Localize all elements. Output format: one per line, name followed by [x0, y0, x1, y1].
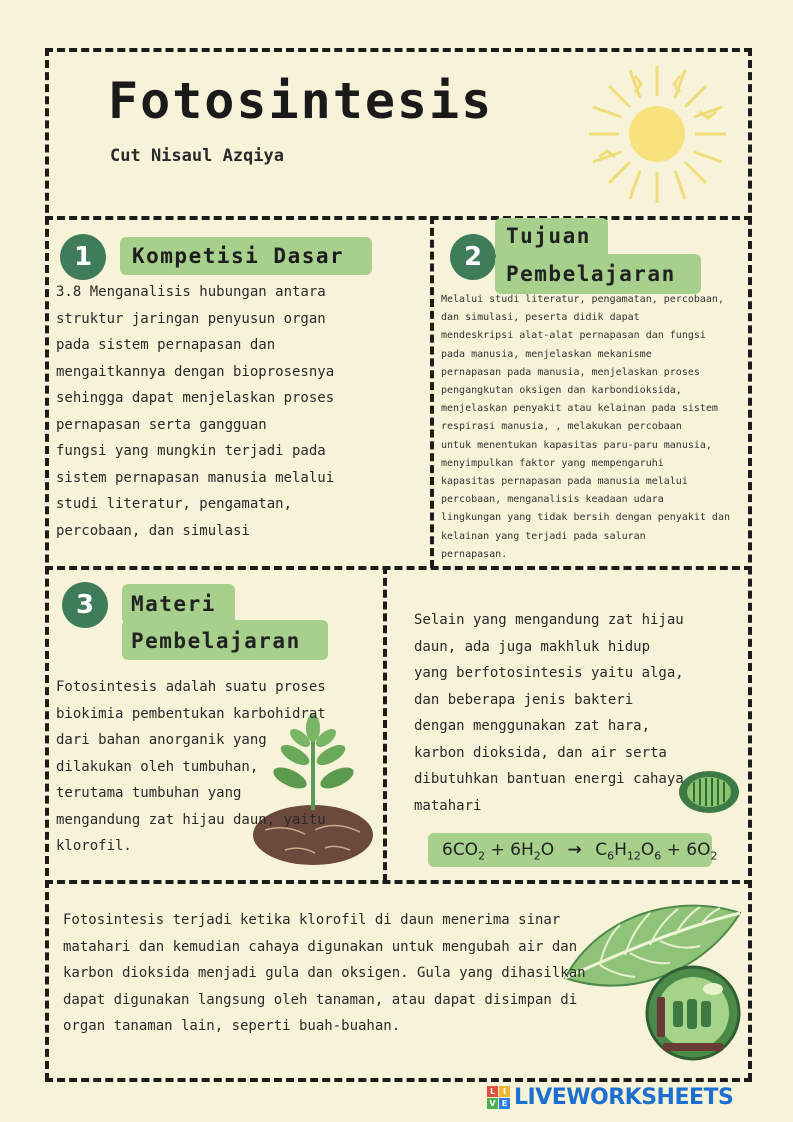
section-3-title-line-1: Materi: [131, 592, 216, 616]
logo-grid-icon: [487, 1086, 510, 1109]
logo-letter: E: [499, 1098, 510, 1109]
logo-text: LIVEWORKSHEETS: [514, 1084, 734, 1110]
logo-letter: I: [499, 1086, 510, 1097]
text-line: percobaan, menganalisis keadaan udara: [441, 494, 664, 506]
leaf-cell-icon: [678, 770, 740, 814]
text-line: pengangkutan oksigen dan karbondioksida,: [441, 385, 682, 397]
divider-2: [45, 566, 752, 570]
text-line: organ tanaman lain, seperti buah-buahan.: [63, 1018, 401, 1034]
text-line: sehingga dapat menjelaskan proses: [56, 390, 335, 406]
text-line: karbon dioksida menjadi gula dan oksigen. Gula yang dihasilkan: [63, 965, 586, 981]
equation-arrow: →: [567, 840, 582, 860]
text-line: yang berfotosintesis yaitu alga,: [414, 665, 684, 681]
border-left: [45, 48, 49, 1081]
text-line: dilakukan oleh tumbuhan,: [56, 758, 259, 775]
section-2-title-line-1: Tujuan: [506, 224, 591, 248]
text-line: dengan menggunakan zat hara,: [414, 718, 651, 734]
equation-c: C: [595, 840, 608, 860]
equation-subscript: 2: [533, 849, 541, 863]
logo-letter: V: [487, 1098, 498, 1109]
section-2-title-line-2: Pembelajaran: [506, 262, 676, 286]
text-line: Fotosintesis adalah suatu proses: [56, 679, 326, 695]
liveworksheets-logo[interactable]: [487, 1084, 733, 1110]
equation-co2: 6CO: [442, 840, 479, 860]
section-2-number: 2: [450, 234, 496, 280]
text-line: matahari dan kemudian cahaya digunakan untuk mengubah air dan: [63, 938, 578, 955]
divider-col-2: [383, 566, 387, 882]
text-line: daun, ada juga makhluk hidup: [414, 638, 651, 655]
text-line: karbon dioksida, dan air serta: [414, 744, 667, 761]
text-line: mendeskripsi alat-alat pernapasan dan fungsi: [441, 330, 706, 342]
logo-letter: L: [487, 1086, 498, 1097]
text-line: respirasi manusia, , melakukan percobaan: [441, 421, 682, 433]
text-line: matahari: [414, 797, 482, 814]
equation-h2o-o: O: [540, 840, 555, 860]
text-line: dapat digunakan langsung oleh tanaman, atau dapat disimpan di: [63, 991, 578, 1008]
text-line: lingkungan yang tidak bersih dengan penyakit dan: [441, 512, 730, 524]
text-line: pernapasan.: [441, 548, 508, 560]
section-3-title-line-2: Pembelajaran: [131, 629, 301, 653]
divider-3: [45, 880, 752, 884]
text-line: dan simulasi, peserta didik dapat: [441, 312, 640, 324]
section-3-text: [56, 674, 326, 860]
equation-subscript: 2: [478, 849, 486, 863]
text-line: pada manusia, menjelaskan mekanisme: [441, 348, 652, 360]
section-2-text: [441, 291, 730, 564]
equation-subscript: 12: [626, 849, 641, 863]
text-line: Melalui studi literatur, pengamatan, percobaan,: [441, 294, 724, 305]
section-1-title: Kompetisi Dasar: [120, 237, 372, 275]
text-line: fungsi yang mungkin terjadi pada: [56, 443, 326, 459]
equation-h2o: + 6H: [490, 840, 534, 860]
text-line: Selain yang mengandung zat hijau: [414, 612, 684, 628]
text-line: klorofil.: [56, 838, 132, 854]
equation-o: O: [640, 840, 655, 860]
sun-icon: [585, 62, 730, 207]
text-line: dibutuhkan bantuan energi cahaya: [414, 771, 684, 787]
text-line: kelainan yang terjadi pada saluran: [441, 530, 646, 542]
border-bottom: [45, 1078, 752, 1082]
text-line: menyimpulkan faktor yang mempengaruhi: [441, 457, 664, 469]
section-5-text: [63, 907, 586, 1040]
text-line: struktur jaringan penyusun organ: [56, 310, 326, 327]
text-line: pada sistem pernapasan dan: [56, 337, 276, 353]
author-name: Cut Nisaul Azqiya: [110, 146, 284, 166]
section-3-number: 3: [62, 582, 108, 628]
section-1-number: 1: [60, 234, 106, 280]
equation-subscript: 2: [710, 849, 718, 863]
border-top: [45, 48, 752, 52]
equation-o2: + 6O: [666, 840, 711, 860]
divider-1: [45, 216, 752, 220]
section-1-text: [56, 279, 334, 544]
text-line: menjelaskan penyakit atau kelainan pada sistem: [441, 403, 718, 415]
text-line: sistem pernapasan manusia melalui: [56, 469, 335, 486]
equation-h: H: [614, 840, 627, 860]
text-line: pernapasan pada manusia, menjelaskan proses: [441, 366, 700, 378]
text-line: mengaitkannya dengan bioprosesnya: [56, 363, 335, 380]
section-4-text: [414, 607, 684, 819]
divider-col-1: [430, 216, 434, 568]
equation-subscript: 6: [654, 849, 662, 863]
text-line: dari bahan anorganik yang: [56, 732, 267, 748]
text-line: pernapasan serta gangguan: [56, 416, 267, 433]
photosynthesis-equation: [428, 833, 718, 867]
text-line: 3.8 Menganalisis hubungan antara: [56, 284, 326, 300]
page-title: Fotosintesis: [108, 72, 494, 130]
text-line: percobaan, dan simulasi: [56, 522, 250, 539]
text-line: dan beberapa jenis bakteri: [414, 691, 634, 708]
border-right: [748, 48, 752, 1081]
text-line: biokimia pembentukan karbohidrat: [56, 705, 326, 722]
text-line: untuk menentukan kapasitas paru-paru manusia,: [441, 439, 712, 451]
text-line: studi literatur, pengamatan,: [56, 496, 293, 512]
text-line: terutama tumbuhan yang: [56, 785, 242, 801]
equation-subscript: 6: [607, 849, 615, 863]
text-line: mengandung zat hijau daun, yaitu: [56, 811, 326, 828]
chloroplast-icon: [643, 963, 743, 1063]
text-line: kapasitas pernapasan pada manusia melalui: [441, 476, 688, 488]
text-line: Fotosintesis terjadi ketika klorofil di daun menerima sinar: [63, 912, 561, 928]
